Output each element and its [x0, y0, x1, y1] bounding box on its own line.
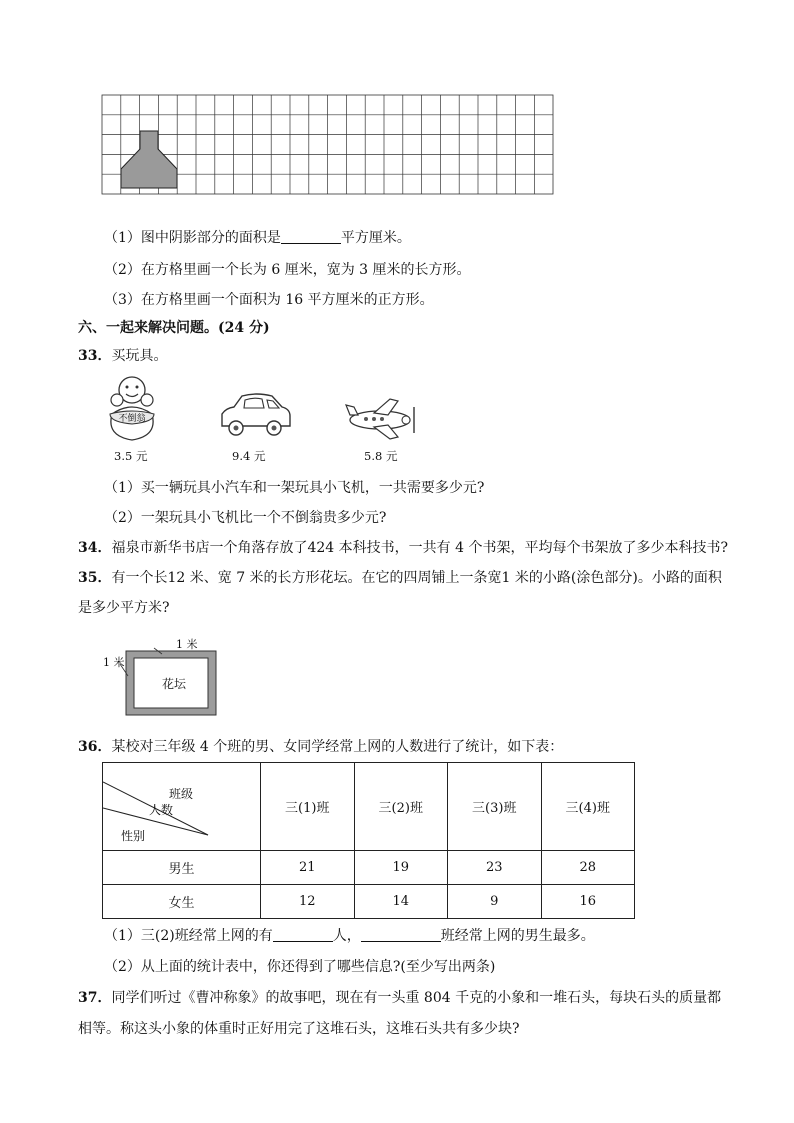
question-number: 34．	[78, 540, 112, 556]
corner-gender-label: 性别	[121, 829, 146, 843]
table-cell: 21	[261, 851, 355, 885]
question-33-part-2: （2）一架玩具小飞机比一个不倒翁贵多少元?	[104, 510, 387, 526]
grid-question-1-text: （1）图中阴影部分的面积是	[104, 230, 281, 246]
question-text: 某校对三年级 4 个班的男、女同学经常上网的人数进行了统计，如下表：	[111, 739, 564, 755]
path-width-left-label: 1 米	[103, 656, 125, 669]
flower-bed-label: 花坛	[162, 677, 187, 691]
column-header: 三(3)班	[448, 763, 542, 851]
toy-plane-picture	[344, 395, 418, 441]
column-header: 三(4)班	[541, 763, 635, 851]
toy-car-picture	[218, 392, 294, 438]
question-number: 36．	[78, 739, 112, 755]
question-number: 35．	[78, 570, 112, 586]
question-number: 33．	[78, 348, 112, 364]
answer-blank[interactable]	[273, 927, 333, 942]
table-row-girls	[103, 885, 635, 919]
tumbler-label: 不倒翁	[118, 414, 146, 424]
flower-bed-figure	[100, 636, 220, 718]
question-text-line-1: 同学们听过《曹冲称象》的故事吧，现在有一头重 804 千克的小象和一堆石头，每块石头的质量都	[111, 990, 722, 1006]
question-37	[78, 988, 721, 1008]
tumbler-price: 3.5 元	[114, 449, 148, 463]
shaded-trapezoid-shape	[121, 131, 177, 188]
table-cell: 12	[261, 885, 355, 919]
question-text: 买玩具。	[111, 348, 168, 364]
question-34	[78, 538, 728, 558]
row-label: 女生	[103, 885, 261, 919]
question-33	[78, 346, 167, 366]
question-35-line-2: 是多少平方米?	[78, 600, 170, 616]
internet-usage-table	[102, 762, 635, 919]
table-cell: 19	[354, 851, 448, 885]
question-36-part-2: （2）从上面的统计表中，你还得到了哪些信息?(至少写出两条)	[104, 959, 496, 975]
question-text-line-1: 有一个长12 米、宽 7 米的长方形花坛。在它的四周铺上一条宽1 米的小路(涂色部分)。小路的面积	[111, 570, 722, 586]
part-1-text-c: 班经常上网的男生最多。	[440, 928, 595, 944]
grid-question-1-unit: 平方厘米。	[340, 230, 411, 246]
plane-price: 5.8 元	[364, 449, 398, 463]
answer-blank[interactable]	[361, 927, 441, 942]
grid-question-1	[104, 228, 411, 248]
part-1-text-a: （1）三(2)班经常上网的有	[104, 928, 273, 944]
question-36	[78, 737, 563, 757]
table-cell: 28	[541, 851, 635, 885]
table-row-boys	[103, 851, 635, 885]
grid-question-3: （3）在方格里画一个面积为 16 平方厘米的正方形。	[104, 292, 434, 308]
tumbler-toy-picture	[106, 374, 158, 444]
question-36-part-1	[104, 926, 595, 946]
answer-blank[interactable]	[281, 229, 341, 244]
question-33-part-1: （1）买一辆玩具小汽车和一架玩具小飞机，一共需要多少元?	[104, 480, 485, 496]
grid-question-2: （2）在方格里画一个长为 6 厘米，宽为 3 厘米的长方形。	[104, 262, 471, 278]
question-37-line-2: 相等。称这头小象的体重时正好用完了这堆石头，这堆石头共有多少块?	[78, 1021, 520, 1037]
table-cell: 14	[354, 885, 448, 919]
section-6-title: 六、一起来解决问题。(24 分)	[78, 320, 270, 336]
part-1-text-b: 人，	[332, 928, 361, 944]
table-corner-header	[103, 763, 261, 851]
corner-count-label: 人数	[149, 803, 174, 817]
question-35	[78, 568, 722, 588]
path-width-top-label: 1 米	[176, 638, 198, 651]
table-cell: 23	[448, 851, 542, 885]
question-text: 福泉市新华书店一个角落存放了424 本科技书，一共有 4 个书架，平均每个书架放了多少本科技书?	[111, 540, 728, 556]
table-cell: 9	[448, 885, 542, 919]
column-header: 三(1)班	[261, 763, 355, 851]
row-label: 男生	[103, 851, 261, 885]
square-grid-figure	[101, 94, 555, 196]
corner-class-label: 班级	[169, 787, 194, 801]
column-header: 三(2)班	[354, 763, 448, 851]
car-price: 9.4 元	[232, 449, 266, 463]
question-number: 37．	[78, 990, 112, 1006]
table-cell: 16	[541, 885, 635, 919]
